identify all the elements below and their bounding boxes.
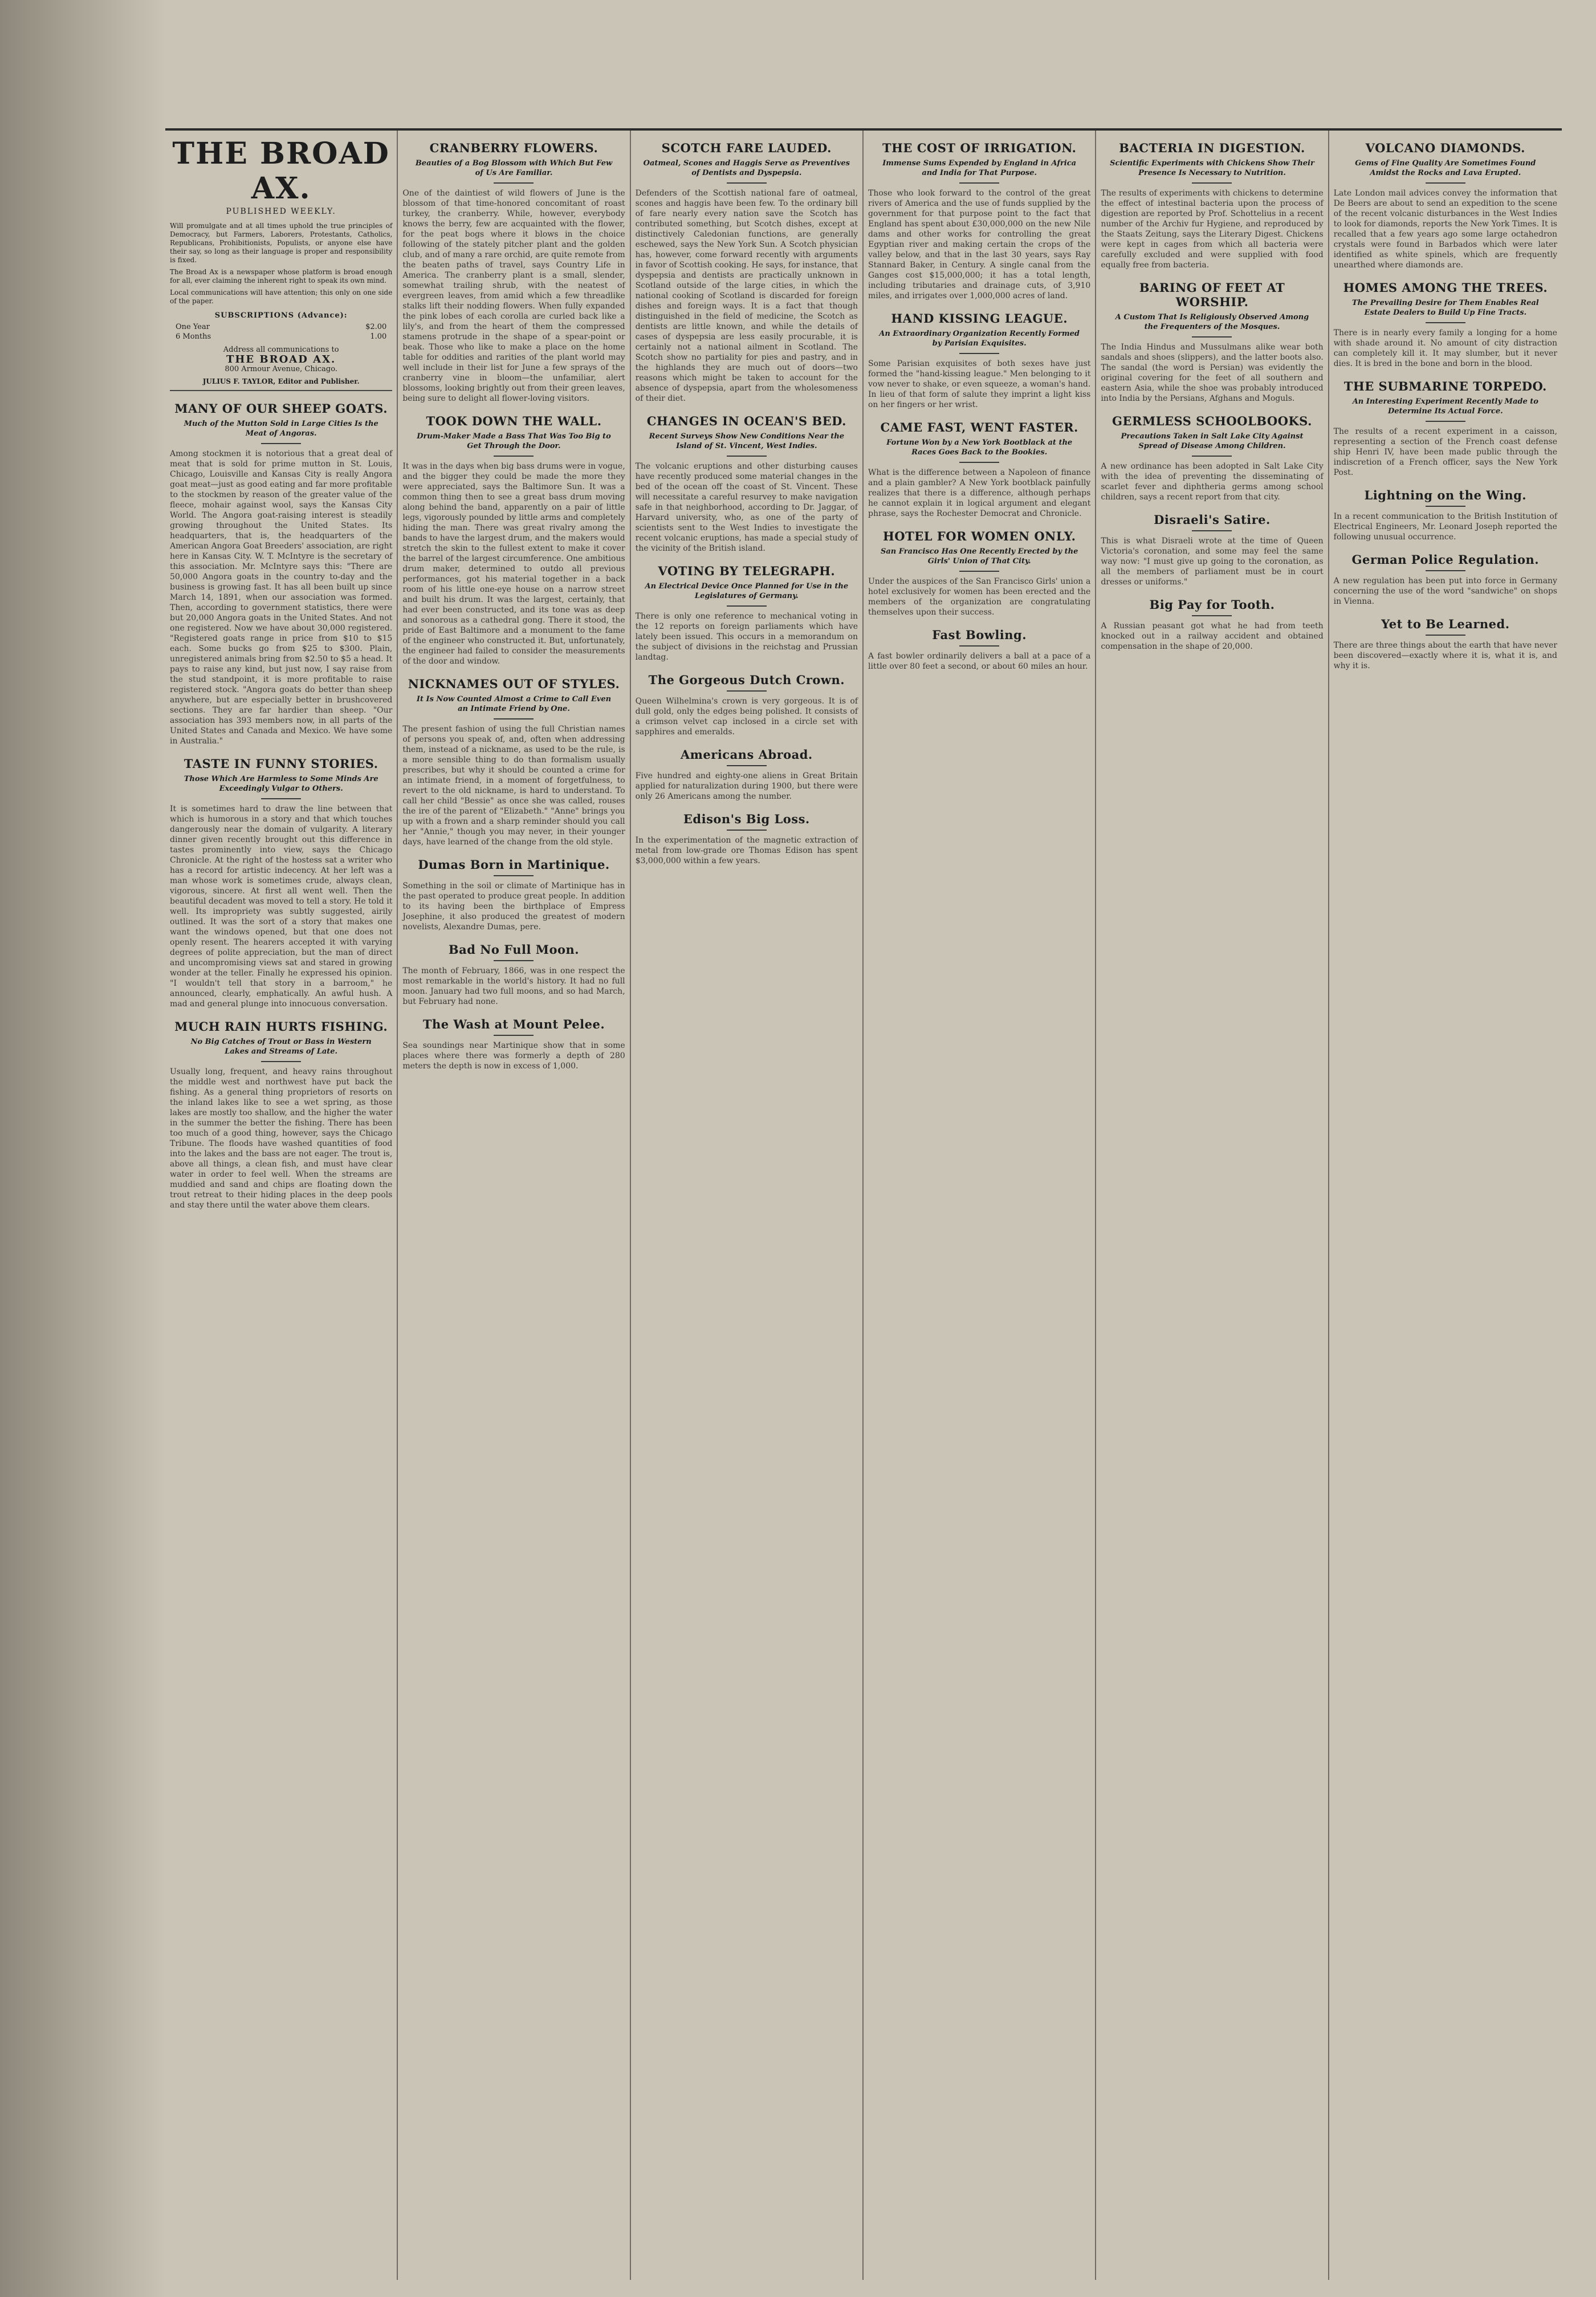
- article-headline: GERMLESS SCHOOLBOOKS.: [1112, 414, 1312, 428]
- article-body: A new ordinance has been adopted in Salt Lake City with the idea of preventing the disseminating of scarlet fever and diphtheria germs among school children, says a recent report from that city.: [1101, 462, 1324, 502]
- headline-rule: [727, 605, 767, 607]
- article: [402, 141, 625, 404]
- article: [636, 747, 858, 802]
- headline-rule: [1426, 421, 1465, 422]
- article-body: In a recent communication to the British Institution of Electrical Engineers, Mr. Leonard Joseph reported the following unusual occurrence.: [1333, 512, 1557, 542]
- article-body: One of the daintiest of wild flowers of June is the blossom of that time-honored concomitant of roast turkey, the cranberry. While, however, everybody knows the berry, few are acquainted with the flower, for the peat bogs where it blows in the choice following of the stately pitcher plant and the golden club, and of many a rare orchid, are quite remote from the beaten paths of travel, says Country Life in America. The cranberry plant is a small, slender, somewhat trailing shrub, with the neatest of evergreen leaves, from amid which a few threadlike stalks lift their nodding flowers. When fully expanded the pink lobes of each corolla are curled back like a lily's, and from the heart of them the compressed stamens protrude in the shape of a spear-point or beak. Those who like to make a place on the home table for oddities and rarities of the plant world may well include in their list for June a few sprays of the cranberry vine in bloom—the unfamiliar, alert blossoms, looking brightly out from their green leaves, being sure to delight all flower-loving visitors.: [402, 189, 625, 403]
- article-deck: An Electrical Device Once Planned for Use in the Legislatures of Germany.: [645, 582, 849, 600]
- article: [402, 942, 625, 1007]
- headline-rule: [727, 182, 767, 184]
- article-body: Something in the soil or climate of Martinique has in the past operated to produce great people. In addition to its having been the birthplace of Empress Josephine, it also produced the greatest of modern novelists, Alexandre Dumas, pere.: [402, 881, 625, 932]
- article: [1101, 141, 1323, 270]
- article-deck: Precautions Taken in Salt Lake City Against Spread of Disease Among Children.: [1121, 432, 1304, 450]
- article-deck: Much of the Mutton Sold in Large Cities Is the Meat of Angoras.: [184, 420, 378, 438]
- article-deck: Drum-Maker Made a Bass That Was Too Big to Get Through the Door.: [417, 432, 611, 450]
- article-body: There is in nearly every family a longing for a home with shade around it. No amount of city distraction can completely kill it. It may slumber, but it never dies. It is bred in the bone and born in the blood.: [1333, 328, 1557, 368]
- headline-rule: [959, 182, 999, 184]
- article-headline: CAME FAST, WENT FASTER.: [880, 420, 1078, 434]
- article-deck: Fortune Won by a New York Bootblack at the Races Goes Back to the Bookies.: [886, 438, 1073, 457]
- article-body: What is the difference between a Napoleon of finance and a plain gambler? A New York bootblack painfully realizes that there is a difference, although perhaps he cannot explain it in logical argument and elegant phrase, says the Rochester Democrat and Chronicle.: [868, 468, 1091, 518]
- article: [1101, 513, 1323, 587]
- article-headline: CRANBERRY FLOWERS.: [429, 141, 598, 155]
- article: [1101, 414, 1323, 502]
- column-4: [864, 131, 1096, 2280]
- masthead: [170, 136, 392, 391]
- headline-rule: [494, 718, 534, 719]
- article-body: It is sometimes hard to draw the line between that which is humorous in a story and that which touches dangerously near the domain of vulgarity. A literary dinner given recently brought out this difference in tastes prominently into view, says the Chicago Chronicle. At the right of the hostess sat a writer who has a record for artistic indecency. At her left was a man whose work is sometimes crude, always clean, vigorous, sincere. At first all went well. Then the beautiful decadent was moved to tell a story. He told it well. Its impropriety was subtly suggested, airily outlined. It was the sort of a story that makes one want the windows opened, but that one does not openly resent. The hearers accepted it with varying degrees of polite appreciation, but the man of direct and uncompromising views sat and stared in growing wonder at the teller. Finally he expressed his opinion. "I wouldn't tell that story in a barroom," he announced, clearly, emphatically. An awful hush. A mad and general plunge into innocuous conversation.: [170, 804, 393, 1009]
- article-deck: A Custom That Is Religiously Observed Among the Frequenters of the Mosques.: [1115, 313, 1309, 331]
- article-headline: HOTEL FOR WOMEN ONLY.: [882, 529, 1076, 543]
- article-deck: The Prevailing Desire for Them Enables Real Estate Dealers to Build Up Fine Tracts.: [1351, 299, 1539, 317]
- article-body: A Russian peasant got what he had from teeth knocked out in a railway accident and obtained compensation in the shape of 20,000.: [1101, 621, 1324, 651]
- article-body: Those who look forward to the control of the great rivers of America and the use of funds supplied by the government for that purpose point to the fact that England has spent about £30,000,000 on the new Nile dams and other works for controlling the great Egyptian river and making certain the crops of the valley below, and that in the last 30 years, says Ray Stannard Baker, in Century. A single canal from the Ganges cost $15,000,000; it has a total length, including tributaries and drainage cuts, of 3,910 miles, and irrigates over 1,000,000 acres of land.: [868, 189, 1091, 300]
- article-headline: HAND KISSING LEAGUE.: [891, 311, 1068, 326]
- article-body: Some Parisian exquisites of both sexes have just formed the "hand-kissing league." Men belonging to it vow never to shake, or even squeeze, a woman's hand. In lieu of that form of salute they imprint a light kiss on her fingers or her wrist.: [868, 359, 1091, 409]
- article-deck: No Big Catches of Trout or Bass in Western Lakes and Streams of Late.: [190, 1038, 372, 1056]
- article-headline: Disraeli's Satire.: [1154, 513, 1271, 527]
- article-headline: TASTE IN FUNNY STORIES.: [184, 757, 378, 771]
- address-paper-name: THE BROAD AX.: [226, 353, 336, 365]
- headline-rule: [959, 353, 999, 354]
- headline-rule: [494, 960, 534, 961]
- page-edge-shadow: [0, 0, 165, 2297]
- article-headline: Americans Abroad.: [680, 747, 813, 762]
- article-body: The results of a recent experiment in a caisson, representing a section of the French coast defense ship Henri IV, have been made public through the indiscretion of a French officer, says the New York Post.: [1333, 427, 1557, 477]
- article-body: Sea soundings near Martinique show that in some places where there was formerly a depth of 280 meters the depth is now in excess of 1,000.: [402, 1041, 625, 1071]
- article-headline: SCOTCH FARE LAUDED.: [661, 141, 832, 155]
- headline-rule: [261, 798, 301, 799]
- column-6: [1329, 131, 1562, 2280]
- headline-rule: [494, 182, 534, 184]
- article-deck: Those Which Are Harmless to Some Minds Are Exceedingly Vulgar to Others.: [184, 775, 378, 793]
- article: [170, 401, 392, 746]
- headline-rule: [261, 443, 301, 444]
- article-body: A new regulation has been put into force in Germany concerning the use of the word "sandwiche" on shops in Vienna.: [1333, 576, 1557, 606]
- article-headline: Yet to Be Learned.: [1381, 617, 1510, 631]
- headline-rule: [494, 456, 534, 457]
- article: [170, 757, 392, 1009]
- headline-rule: [1426, 635, 1465, 636]
- article-headline: THE COST OF IRRIGATION.: [882, 141, 1077, 155]
- headline-rule: [727, 456, 767, 457]
- headline-rule: [727, 830, 767, 831]
- article: [1334, 617, 1557, 671]
- article-headline: The Gorgeous Dutch Crown.: [648, 673, 845, 687]
- article-headline: THE SUBMARINE TORPEDO.: [1343, 379, 1547, 393]
- article-headline: Fast Bowling.: [932, 628, 1027, 642]
- column-3: [631, 131, 864, 2280]
- article-deck: Gems of Fine Quality Are Sometimes Found Amidst the Rocks and Lava Erupted.: [1355, 159, 1536, 177]
- article-deck: San Francisco Has One Recently Erected by the Girls' Union of That City.: [880, 547, 1078, 566]
- article-headline: Dumas Born in Martinique.: [418, 857, 610, 872]
- article-headline: VOTING BY TELEGRAPH.: [658, 564, 836, 578]
- headline-rule: [1192, 456, 1232, 457]
- article-body: This is what Disraeli wrote at the time of Queen Victoria's coronation, and some may feel the same way now: "I must give up going to the coronation, as all the members of parliament must be in court dresses or uniforms.": [1101, 536, 1324, 587]
- article: [1334, 141, 1557, 270]
- headline-rule: [494, 1035, 534, 1036]
- article-body: The present fashion of using the full Christian names of persons you speak of, and, often when addressing them, instead of a nickname, as used to be the rule, is a more sensible thing to do than formalism usually prescribes, but why it should be counted a crime for an intimate friend, in a moment of forgetfulness, to revert to the old nickname, is hard to understand. To call her child "Bessie" as once she was called, rouses the ire of the parent of "Elizabeth." "Anne" brings you up with a frown and a sharp reminder should you call her "Annie," though you may never, in their younger days, have learned of the change from the old style.: [402, 725, 625, 847]
- rate-price: $2.00: [365, 323, 387, 331]
- article-body: In the experimentation of the magnetic extraction of metal from low-grade ore Thomas Edison has spent $3,000,000 within a few years.: [635, 836, 858, 865]
- article: [1334, 552, 1557, 607]
- article: [636, 564, 858, 662]
- article-headline: Lightning on the Wing.: [1364, 488, 1527, 502]
- headline-rule: [1426, 182, 1465, 184]
- masthead-note: Local communications will have attention; this only on one side of the paper.: [170, 288, 393, 305]
- article-headline: VOLCANO DIAMONDS.: [1365, 141, 1525, 155]
- article-body: Queen Wilhelmina's crown is very gorgeous. It is of dull gold, only the edges being polished. It consists of a crimson velvet cap inclosed in a circle set with sapphires and emeralds.: [635, 697, 858, 737]
- headline-rule: [1192, 336, 1232, 338]
- article-body: There is only one reference to mechanical voting in the 12 reports on foreign parliaments which have lately been issued. This occurs in a memorandum on the subject of divisions in the reichstag and Prussian landtag.: [635, 612, 858, 662]
- masthead-title: THE BROAD AX.: [172, 136, 390, 206]
- newspaper-frame: [165, 128, 1562, 2280]
- article: [636, 414, 858, 554]
- article: [402, 677, 625, 847]
- headline-rule: [1192, 530, 1232, 531]
- article-headline: Big Pay for Tooth.: [1149, 597, 1275, 612]
- article-deck: An Extraordinary Organization Recently Formed by Parisian Exquisites.: [879, 330, 1080, 348]
- article-body: The results of experiments with chickens to determine the effect of intestinal bacteria upon the process of digestion are reported by Prof. Schottelius in a recent number of the Archiv fur Hygiene, and reproduced by the Staats Zeitung, says the Literary Digest. Chickens were kept in cages from which all bacteria were carefully excluded and were supplied with food equally free from bacteria.: [1101, 189, 1324, 270]
- article-headline: Bad No Full Moon.: [448, 942, 580, 957]
- article-headline: German Police Regulation.: [1351, 552, 1540, 567]
- article-deck: Scientific Experiments with Chickens Show Their Presence Is Necessary to Nutrition.: [1110, 159, 1314, 177]
- headline-rule: [1426, 322, 1465, 323]
- rate-row: [176, 332, 386, 341]
- article-headline: The Wash at Mount Pelee.: [422, 1017, 605, 1031]
- article-headline: BARING OF FEET AT WORSHIP.: [1139, 280, 1285, 309]
- editor-line: JULIUS F. TAYLOR, Editor and Publisher.: [170, 377, 392, 391]
- article-body: Under the auspices of the San Francisco Girls' union a hotel exclusively for women has been erected and the members of the organization are congratulating themselves upon their success.: [868, 577, 1091, 617]
- article-body: It was in the days when big bass drums were in vogue, and the bigger they could be made the more they were appreciated, says the Baltimore Sun. It was a common thing then to see a great bass drum moving along behind the band, apparently on a pair of little legs, vigorously pounded by little arms and completely hiding the man. There was great rivalry among the bands to have the largest drum, and the makers would stretch the skin to the fullest extent to make it cover the barrel of the largest circumference. One ambitious drum maker, determined to outdo all previous performances, got his material together in a back room of his little one-eye house on a narrow street and built his drum. It was the largest, certainly, that had ever been constructed, and its tone was as deep and sonorous as a cathedral gong. There it stood, the pride of East Baltimore and a monument to the fame of the engineer who constructed it. But, unfortunately, the engineer had failed to consider the measurements of the door and window.: [402, 462, 625, 666]
- masthead-note: The Broad Ax is a newspaper whose platform is broad enough for all, ever claiming the inherent right to speak its own mind.: [170, 268, 393, 284]
- article-headline: MANY OF OUR SHEEP GOATS.: [174, 401, 388, 416]
- column-2: [398, 131, 630, 2280]
- article: [1101, 280, 1323, 404]
- article-deck: It Is Now Counted Almost a Crime to Call Even an Intimate Friend by One.: [416, 695, 612, 713]
- address-block: [170, 345, 392, 374]
- article-body: Late London mail advices convey the information that De Beers are about to send an expedition to the scene of the recent volcanic disturbances in the West Indies to look for diamonds, reports the New York Times. It is recalled that a few years ago some large octahedron crystals were found in Barbados which were later identified as white spinels, which are frequently unearthed where diamonds are.: [1333, 189, 1557, 270]
- article: [402, 857, 625, 932]
- article-deck: Oatmeal, Scones and Haggis Serve as Preventives of Dentists and Dyspepsia.: [643, 159, 850, 177]
- headline-rule: [959, 571, 999, 572]
- article-body: There are three things about the earth that have never been discovered—exactly where it is, what it is, and why it is.: [1333, 641, 1557, 670]
- masthead-notes: [170, 222, 392, 306]
- article-body: Defenders of the Scottish national fare of oatmeal, scones and haggis have been few. To the ordinary bill of fare nearly every nation save the Scotch has contributed something, but Scotch dishes, except at distinctively Caledonian functions, are generally eschewed, says the New York Sun. A Scotch physician has, however, come forward recently with arguments in favor of Scottish cooking. He says, for instance, that dyspepsia and dentists are practically unknown in Scotland outside of the large cities, in which the national cooking of Scotland is discarded for foreign dishes and foreign ways. It is a fact that though distinguished in the field of medicine, the Scotch as dentists are little known, and while the details of cases of dyspepsia are less easily procurable, it is certainly not a national ailment in Scotland. The Scotch show no partiality for pies and pastry, and in the highlands they are much out of doors—two reasons which might be taken to account for the absence of dyspepsia, apart from the wholesomeness of their diet.: [635, 189, 858, 403]
- headline-rule: [1426, 506, 1465, 507]
- article-headline: Edison's Big Loss.: [683, 812, 810, 826]
- headline-rule: [1426, 570, 1465, 571]
- article: [1334, 488, 1557, 542]
- subscription-heading: SUBSCRIPTIONS (Advance):: [214, 311, 348, 320]
- masthead-subtitle: PUBLISHED WEEKLY.: [226, 207, 336, 216]
- headline-rule: [959, 645, 999, 647]
- article: [636, 812, 858, 866]
- column-5: [1096, 131, 1329, 2280]
- article-body: The India Hindus and Mussulmans alike wear both sandals and shoes (slippers), and the latter boots also. The sandal (the word is Persian) was evidently the original covering for the feet of all southern and eastern Asia, while the shoe was probably introduced into India by the Persians, Afghans and Moguls.: [1101, 343, 1324, 403]
- article-deck: Recent Surveys Show New Conditions Near the Island of St. Vincent, West Indies.: [649, 432, 844, 450]
- article: [636, 673, 858, 737]
- article: [1334, 280, 1557, 369]
- article: [868, 529, 1090, 617]
- rate-row: [176, 322, 386, 332]
- rate-price: 1.00: [370, 332, 387, 341]
- article: [1334, 379, 1557, 478]
- article-headline: BACTERIA IN DIGESTION.: [1119, 141, 1305, 155]
- article-deck: Beauties of a Bog Blossom with Which But Few of Us Are Familiar.: [415, 159, 613, 177]
- headline-rule: [1192, 182, 1232, 184]
- article: [402, 1017, 625, 1071]
- article-body: A fast bowler ordinarily delivers a ball at a pace of a little over 80 feet a second, or about 60 miles an hour.: [868, 652, 1091, 671]
- headline-rule: [1192, 615, 1232, 616]
- article-deck: Immense Sums Expended by England in Africa and India for That Purpose.: [882, 159, 1077, 177]
- headline-rule: [727, 765, 767, 766]
- article-headline: NICKNAMES OUT OF STYLES.: [408, 677, 620, 691]
- article-headline: CHANGES IN OCEAN'S BED.: [646, 414, 846, 428]
- masthead-note: Will promulgate and at all times uphold the true principles of Democracy, but Farmers, Laborers, Protestants, Catholics, Republicans, Prohibitionists, Populists, or anyone else have their say, so long as their language is proper and responsibility is fixed.: [170, 222, 393, 264]
- article-body: Among stockmen it is notorious that a great deal of meat that is sold for prime mutton in St. Louis, Chicago, Louisville and Kansas City is really Angora goat meat—just as good eating and far more profitable to the stockmen by reason of the greater value of the fleece, mohair against wool, says the Kansas City World. The Angora goat-raising interest is steadily growing throughout the United States. Its headquarters, that is, the headquarters of the American Angora Goat Breeders' association, are right here in Kansas City. W. T. McIntyre is the secretary of this association. Mr. McIntyre says this: "There are 50,000 Angora goats in the country to-day and the business is growing fast. It has all been built up since March 14, 1891, when our association was formed. Then, according to government statistics, there were but 20,000 Angora goats in the United States. And not one registered. Now we have about 30,000 registered. "Registered goats range in price from $10 to $15 each. Some bucks go from $25 to $300. Plain, unregistered animals bring from $2.50 to $5 a head. It pays to raise any kind, but just now, I say raise from the stud standpoint, it is more profitable to raise registered stock. "Angora goats do better than sheep anywhere, but are especially better in brushcovered sections. They are far hardier than sheep. "Our association has 393 members now, in all parts of the United States and Canada and Mexico. We have some in Australia.": [170, 449, 393, 746]
- article: [868, 420, 1090, 519]
- article-body: The month of February, 1866, was in one respect the most remarkable in the world's history. It had no full moon. January had two full moons, and so had March, but February had none.: [402, 966, 625, 1006]
- article-body: Five hundred and eighty-one aliens in Great Britain applied for naturalization during 1900, but there were only 26 Americans among the number.: [635, 771, 858, 801]
- headline-rule: [261, 1061, 301, 1062]
- article-headline: MUCH RAIN HURTS FISHING.: [174, 1019, 388, 1034]
- article: [636, 141, 858, 404]
- article: [868, 311, 1090, 410]
- headline-rule: [494, 875, 534, 876]
- rate-term: One Year: [176, 323, 210, 331]
- headline-rule: [959, 462, 999, 463]
- subscription-rates: [170, 322, 392, 341]
- article: [1101, 597, 1323, 652]
- article-headline: HOMES AMONG THE TREES.: [1343, 280, 1548, 295]
- headline-rule: [727, 690, 767, 692]
- column-1: [165, 131, 398, 2280]
- article-deck: An Interesting Experiment Recently Made to Determine Its Actual Force.: [1352, 397, 1538, 416]
- rate-term: 6 Months: [176, 332, 211, 341]
- article: [402, 414, 625, 666]
- article-body: The volcanic eruptions and other disturbing causes have recently produced some material changes in the bed of the ocean off the coast of St. Vincent. These will necessitate a careful resurvey to make navigation safe in that neighborhood, according to Dr. Jaggar, of Harvard university, who, as one of the party of scientists sent to the West Indies to investigate the recent volcanic eruptions, has made a special study of the vicinity of the British island.: [635, 462, 858, 553]
- article: [868, 141, 1090, 301]
- article-body: Usually long, frequent, and heavy rains throughout the middle west and northwest have put back the fishing. As a general thing proprietors of resorts on the inland lakes like to see a wet spring, as those lakes are mostly too shallow, and the higher the water in the summer the better the fishing. There has been too much of a good thing, however, says the Chicago Tribune. The floods have washed quantities of food into the lakes and the bass are not eager. The trout is, above all things, a clean fish, and must have clear water in order to feel well. When the streams are muddied and sand and chips are floating down the trout retreat to their hiding places in the deep pools and stay there until the water above them clears.: [170, 1067, 393, 1210]
- article-headline: TOOK DOWN THE WALL.: [426, 414, 602, 428]
- address-intro: Address all communications to: [223, 345, 339, 354]
- article: [170, 1019, 392, 1210]
- address-street: 800 Armour Avenue, Chicago.: [225, 365, 337, 373]
- article: [868, 628, 1090, 672]
